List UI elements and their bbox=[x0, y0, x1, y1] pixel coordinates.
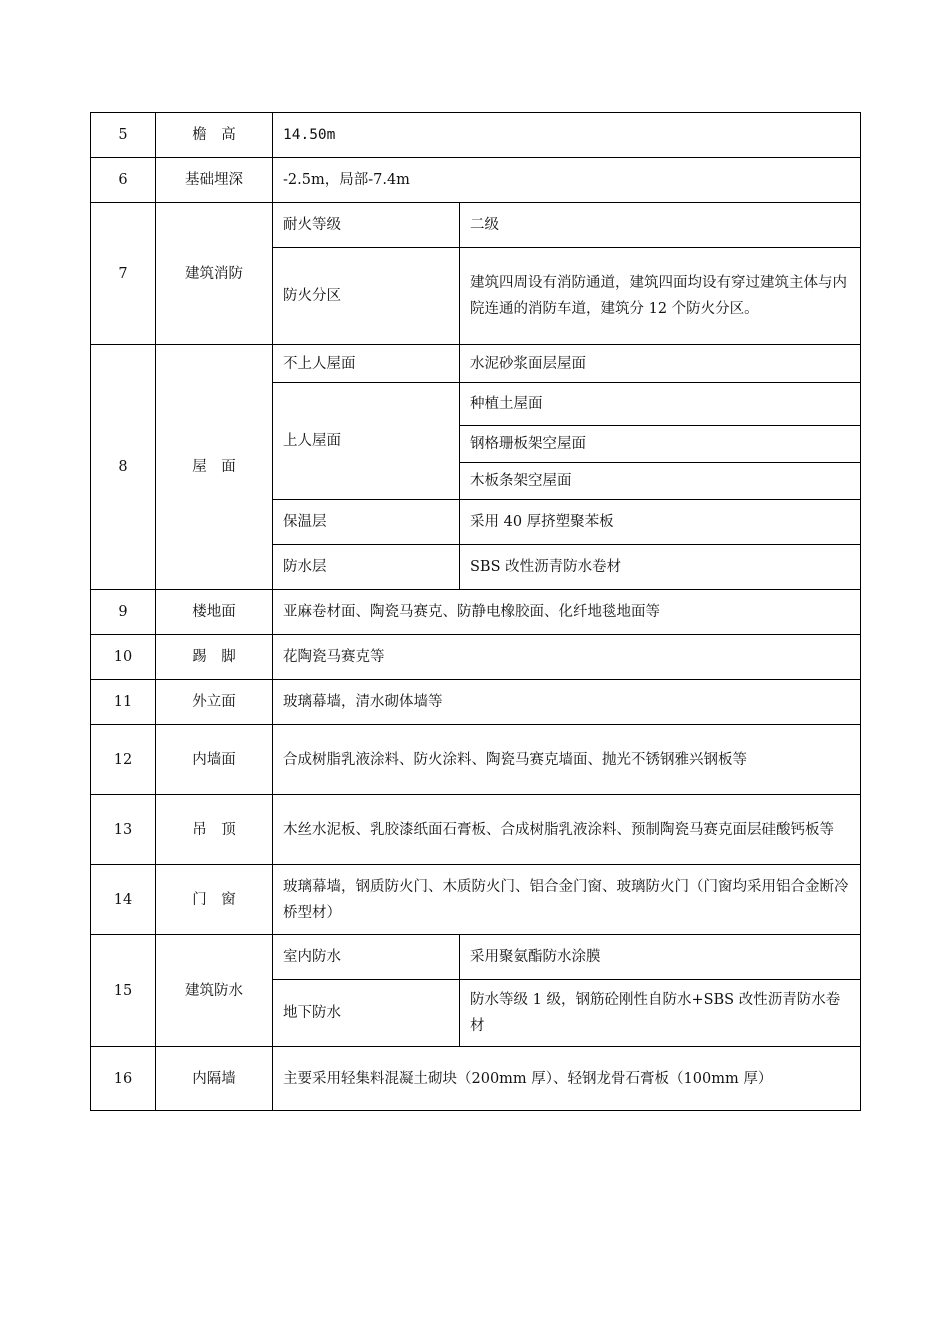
row-number: 15 bbox=[91, 935, 156, 1047]
table-row bbox=[91, 935, 861, 980]
sub-item-label: 耐火等级 bbox=[273, 203, 460, 248]
sub-item-label: 防水层 bbox=[273, 545, 460, 590]
table-row bbox=[91, 203, 861, 248]
sub-item-value: 二级 bbox=[460, 203, 861, 248]
sub-item-label: 防火分区 bbox=[273, 248, 460, 345]
sub-item-label: 室内防水 bbox=[273, 935, 460, 980]
sub-item-value: 建筑四周设有消防通道，建筑四面均设有穿过建筑主体与内院连通的消防车道，建筑分 12 个防火分区。 bbox=[460, 248, 861, 345]
row-number: 12 bbox=[91, 725, 156, 795]
table-row bbox=[91, 865, 861, 935]
row-item-value: 合成树脂乳液涂料、防火涂料、陶瓷马赛克墙面、抛光不锈钢雅兴钢板等 bbox=[273, 725, 861, 795]
row-item-value: 14.50m bbox=[273, 113, 861, 158]
row-number: 8 bbox=[91, 345, 156, 590]
row-item-value: 花陶瓷马赛克等 bbox=[273, 635, 861, 680]
row-item-name: 檐 高 bbox=[156, 113, 273, 158]
row-item-value: 亚麻卷材面、陶瓷马赛克、防静电橡胶面、化纤地毯地面等 bbox=[273, 590, 861, 635]
row-number: 5 bbox=[91, 113, 156, 158]
row-item-name: 踢 脚 bbox=[156, 635, 273, 680]
building-spec-table bbox=[90, 112, 861, 1111]
sub-item-label: 保温层 bbox=[273, 500, 460, 545]
sub-item-label: 不上人屋面 bbox=[273, 345, 460, 383]
table-row bbox=[91, 680, 861, 725]
row-number: 10 bbox=[91, 635, 156, 680]
row-item-name: 屋 面 bbox=[156, 345, 273, 590]
table-row bbox=[91, 113, 861, 158]
sub-item-value: SBS 改性沥青防水卷材 bbox=[460, 545, 861, 590]
sub-item-value: 钢格珊板架空屋面 bbox=[460, 426, 861, 463]
table-row bbox=[91, 345, 861, 383]
row-item-value: 玻璃幕墙，钢质防火门、木质防火门、铝合金门窗、玻璃防火门（门窗均采用铝合金断冷桥型材） bbox=[273, 865, 861, 935]
row-number: 13 bbox=[91, 795, 156, 865]
row-item-name: 内隔墙 bbox=[156, 1047, 273, 1111]
row-item-value: 玻璃幕墙，清水砌体墙等 bbox=[273, 680, 861, 725]
row-item-name: 楼地面 bbox=[156, 590, 273, 635]
sub-item-value: 木板条架空屋面 bbox=[460, 463, 861, 500]
row-number: 14 bbox=[91, 865, 156, 935]
sub-item-label: 上人屋面 bbox=[273, 383, 460, 500]
row-item-name: 吊 顶 bbox=[156, 795, 273, 865]
row-item-name: 建筑防水 bbox=[156, 935, 273, 1047]
sub-item-value: 种植土屋面 bbox=[460, 383, 861, 426]
row-number: 11 bbox=[91, 680, 156, 725]
row-item-name: 建筑消防 bbox=[156, 203, 273, 345]
row-number: 6 bbox=[91, 158, 156, 203]
sub-item-value: 采用聚氨酯防水涂膜 bbox=[460, 935, 861, 980]
row-item-value: 主要采用轻集料混凝土砌块（200mm 厚）、轻钢龙骨石膏板（100mm 厚） bbox=[273, 1047, 861, 1111]
row-item-name: 门 窗 bbox=[156, 865, 273, 935]
row-item-value: -2.5m，局部-7.4m bbox=[273, 158, 861, 203]
row-number: 7 bbox=[91, 203, 156, 345]
table-row bbox=[91, 590, 861, 635]
table-row bbox=[91, 635, 861, 680]
row-item-value: 木丝水泥板、乳胶漆纸面石膏板、合成树脂乳液涂料、预制陶瓷马赛克面层硅酸钙板等 bbox=[273, 795, 861, 865]
table-row bbox=[91, 795, 861, 865]
row-item-name: 基础埋深 bbox=[156, 158, 273, 203]
row-number: 16 bbox=[91, 1047, 156, 1111]
row-number: 9 bbox=[91, 590, 156, 635]
sub-item-value: 防水等级 1 级，钢筋砼刚性自防水+SBS 改性沥青防水卷材 bbox=[460, 980, 861, 1047]
table-row bbox=[91, 1047, 861, 1111]
sub-item-value: 采用 40 厚挤塑聚苯板 bbox=[460, 500, 861, 545]
table-row bbox=[91, 725, 861, 795]
sub-item-label: 地下防水 bbox=[273, 980, 460, 1047]
row-item-name: 外立面 bbox=[156, 680, 273, 725]
table-row bbox=[91, 158, 861, 203]
row-item-name: 内墙面 bbox=[156, 725, 273, 795]
sub-item-value: 水泥砂浆面层屋面 bbox=[460, 345, 861, 383]
